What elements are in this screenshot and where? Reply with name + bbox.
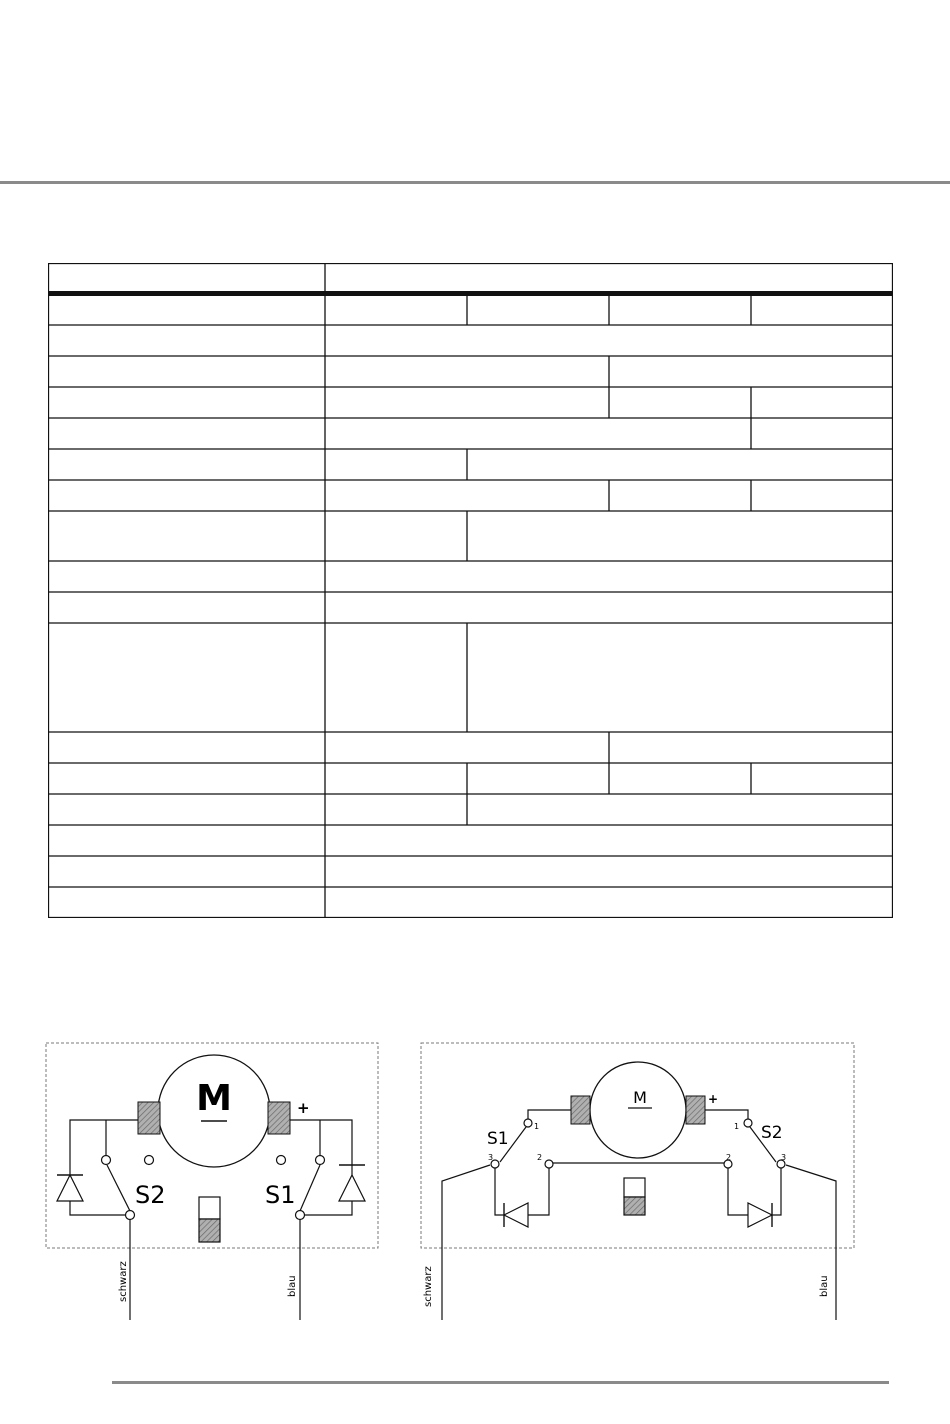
brush-right-icon — [268, 1102, 290, 1134]
terminal-icon — [545, 1160, 553, 1168]
terminal-icon — [277, 1156, 286, 1165]
switch-right-s2-label: S2 — [761, 1123, 783, 1143]
terminal-icon — [145, 1156, 154, 1165]
wire-left-schwarz-label: schwarz — [118, 1261, 129, 1302]
brush-left-icon — [571, 1096, 590, 1124]
terminal-icon — [296, 1211, 305, 1220]
header-separator — [48, 291, 893, 296]
pin-label: 2 — [726, 1153, 732, 1162]
slide-switch-left-icon — [199, 1197, 220, 1219]
diode-left-icon — [504, 1203, 528, 1227]
brush-left-icon — [138, 1102, 160, 1134]
terminal-icon — [316, 1156, 325, 1165]
motor-right-label: M — [633, 1088, 647, 1107]
motor-left-label: M — [196, 1078, 232, 1119]
terminal-icon — [126, 1211, 135, 1220]
pin-label: 3 — [781, 1153, 787, 1162]
switch-left-s1-label: S1 — [265, 1181, 296, 1209]
diagram-right — [421, 1043, 854, 1320]
pin-label: 1 — [534, 1122, 540, 1131]
motor-left-plus: + — [297, 1099, 310, 1117]
wire-right-schwarz-label: schwarz — [423, 1266, 434, 1307]
footer-rule — [112, 1381, 889, 1384]
switch-left-s2-label: S2 — [135, 1181, 166, 1209]
diagram-left — [46, 1043, 378, 1320]
terminal-icon — [744, 1119, 752, 1127]
diode-left-icon — [57, 1175, 83, 1201]
pin-label: 3 — [488, 1153, 494, 1162]
brush-right-icon — [686, 1096, 705, 1124]
diode-right-icon — [339, 1175, 365, 1201]
terminal-icon — [102, 1156, 111, 1165]
spec-table — [48, 263, 893, 918]
header-rule — [0, 181, 950, 184]
wire-right-blau-label: blau — [819, 1275, 830, 1297]
pin-label: 1 — [734, 1122, 740, 1131]
terminal-icon — [524, 1119, 532, 1127]
diode-right-icon — [748, 1203, 772, 1227]
wiring-schematics — [0, 1035, 950, 1335]
motor-right-icon — [590, 1062, 686, 1158]
switch-right-s1-label: S1 — [487, 1129, 509, 1149]
motor-right-plus: + — [708, 1092, 719, 1106]
wire-left-blau-label: blau — [287, 1275, 298, 1297]
slide-switch-right-icon — [624, 1178, 645, 1197]
pin-label: 2 — [537, 1153, 543, 1162]
